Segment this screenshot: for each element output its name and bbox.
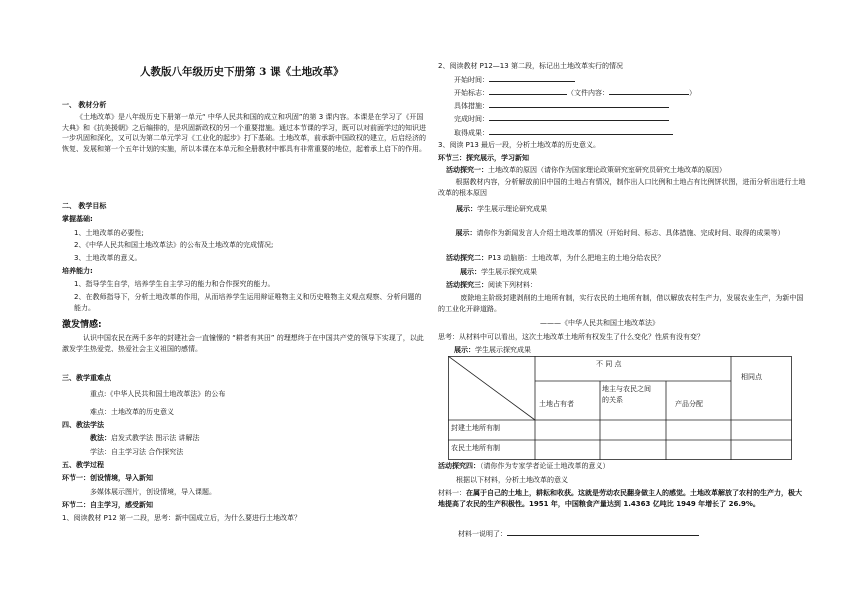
step-heading: 环节二：自主学习，感受新知 — [62, 501, 153, 509]
paragraph: 根据以下材料，分析土地改革的意义 — [456, 476, 568, 484]
section-heading: 四、教法学法 — [62, 421, 104, 429]
section-heading: 二、 教学目标 — [62, 202, 107, 210]
fill-line: 材料一说明了： — [458, 528, 699, 540]
question: 思考：从材料中可以看出，这次土地改革土地所有权发生了什么变化？性质有没有变？ — [438, 333, 704, 341]
list-item: 2、在教师指导下，分析土地改革的作用，从而培养学生运用辩证唯物主义和历史唯物主义观点观察、分析问题的能力。 — [74, 293, 422, 312]
display: 展示：学生展示探究成果 — [454, 346, 531, 354]
material-one: 材料一：在属于自己的土地上，耕耘和收获。这就是劳动农民翻身做主人的感觉。土地改革解放了农村的生产力，极大地提高了农民的生产积极性。1951 年，中国粮食产量达到 1.4363 亿吨比 1949 年增长了 26.9%。 — [438, 489, 802, 508]
material-text: 废除地主阶级封建剥削的土地所有制，实行农民的土地所有制，借以解放农村生产力，发展农业生产，为新中国的工业化开辟道路。 — [438, 294, 804, 313]
section-heading: 一、 教材分析 — [62, 101, 107, 109]
method-text: 启发式教学法 图示法 讲解法 — [111, 434, 200, 442]
paragraph: 认识中国农民在两千多年的封建社会一直憧憬的 “耕者有其田” 的理想终于在中国共产党的领导下实现了，以此激发学生热爱党、热爱社会主义祖国的感情。 — [62, 334, 424, 353]
material-source: ———《中华人民共和国土地改革法》 — [540, 319, 659, 327]
table-header-different: 不 同 点 — [596, 360, 622, 368]
display-2: 展示：请你作为新闻发言人介绍土地改革的情况（开始时间、标志、具体措施、完成时间、取得的成果等） — [455, 229, 785, 237]
subheading: 激发情感: — [62, 320, 102, 330]
teaching-method — [90, 433, 199, 444]
paragraph: 《土地改革》是八年级历史下册第一单元“ 中华人民共和国的成立和巩固”的第 3 课内容。本课是在学习了《开国大典》和《抗美援朝》之后编排的，是巩固新政权的另一个重要措施。通过本节课的学习，既可以对前面学过的知识进一步巩固和深化，又可以为第二单元学习《工业化的起步》打下基础。土地改革，前承新中国政权的建立，后启经济的恢复、发展和第一个五年计划的实施，所以本课在本单元和全册教材中都具有非常重要的地位，起着承上启下的作用。 — [62, 113, 426, 153]
table-row-label: 农民土地所有制 — [451, 444, 500, 452]
list-item: 1、指导学生自学，培养学生自主学习的能力和合作探究的能力。 — [74, 280, 275, 288]
list-item: 1、土地改革的必要性; — [74, 229, 144, 237]
study-method: 学法：自主学习法 合作探究法 — [90, 448, 184, 456]
table-subheader: 土地占有者 — [539, 400, 574, 408]
fill-line: 完成时间： — [454, 113, 669, 125]
fill-line: 开始时间： — [454, 74, 575, 86]
subheading: 培养能力: — [62, 267, 93, 275]
activity: 活动探究一：土地改革的原因（请你作为国家理论政策研究室研究员研究土地改革的原因） — [446, 166, 726, 174]
display: 展示：学生展示理论研究成果 — [456, 205, 547, 213]
list-item: 2、《中华人民共和国土地改革法》的公布及土地改革的完成情况; — [74, 241, 274, 249]
table-subheader: 产品分配 — [675, 400, 703, 408]
method-label: 教法： — [90, 434, 111, 442]
difficulty: 难点：土地改革的历史意义 — [90, 408, 174, 416]
activity: 活动探究二：P13 动脑筋：土地改革，为什么把地主的土地分给农民？ — [446, 254, 665, 262]
table-row-label: 封建土地所有制 — [451, 424, 500, 432]
fill-line: 具体措施： — [454, 100, 669, 112]
section-heading: 五、教学过程 — [62, 461, 104, 469]
table-subheader: 地主与农民之间的关系 — [602, 385, 651, 404]
step-heading: 环节三：探究展示，学习新知 — [438, 154, 529, 162]
document-title: 人教版八年级历史下册第 3 课《土地改革》 — [140, 66, 344, 78]
list-item: 3、土地改革的意义。 — [74, 254, 142, 262]
display: 展示：学生展示探究成果 — [460, 268, 537, 276]
paragraph: 多媒体展示图片，创设情境，导入课题。 — [90, 488, 216, 496]
section-heading: 三、教学重难点 — [62, 374, 111, 382]
activity: 活动探究三：阅读下列材料： — [446, 281, 537, 289]
activity: 活动探究四：（请你作为专家学者论证土地改革的意义） — [438, 462, 610, 470]
question: 1、阅读教材 P12 第一二段，思考：新中国成立后，为什么要进行土地改革？ — [62, 514, 302, 522]
fill-line: 取得成果： — [454, 127, 673, 139]
paragraph: 根据教材内容，分析解放前旧中国的土地占有情况，制作出人口比例和土地占有比例饼状图，进而分析出进行土地改革的根本原因 — [438, 178, 806, 197]
key-point: 重点:《中华人民共和国土地改革法》的公布 — [90, 390, 226, 398]
step-heading: 环节一：创设情境，导入新知 — [62, 474, 153, 482]
fill-line: 开始标志： （文件内容： ） — [454, 89, 696, 97]
table-header-same: 相同点 — [741, 373, 762, 381]
question: 3、阅读 P13 最后一段，分析土地改革的历史意义。 — [438, 141, 601, 149]
question: 2、阅读教材 P12—13 第二段，标记出土地改革实行的情况 — [438, 62, 623, 70]
subheading: 掌握基础: — [62, 215, 93, 223]
